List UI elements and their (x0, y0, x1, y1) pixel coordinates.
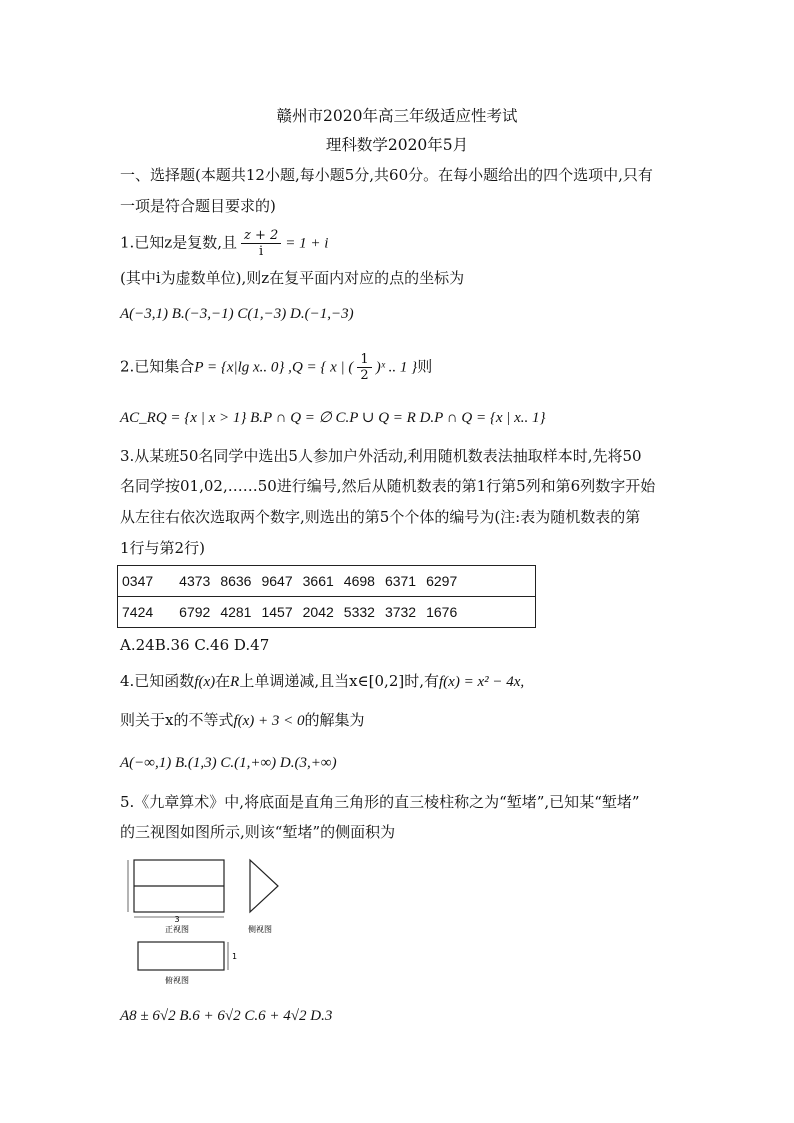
q4-line2-b: 的解集为 (304, 711, 365, 729)
table-value: 6792 (179, 604, 211, 620)
table-value: 9647 (261, 573, 293, 589)
table-row (118, 566, 536, 597)
q3-line4: 1行与第2行) (120, 539, 205, 557)
q2-set-p: P = {x|lg x.. 0} , (194, 359, 292, 376)
q1-stem (120, 228, 328, 259)
front-view-dim-3: 3 (174, 915, 180, 924)
q2-stem (120, 352, 432, 383)
table-cell-row2 (118, 597, 536, 628)
q1-frac-num: z + 2 (241, 228, 281, 244)
q2-frac-num: 1 (357, 352, 371, 368)
q5-line2: 的三视图如图所示,则该“堑堵”的侧面积为 (120, 823, 396, 841)
section-heading-line1: 一、选择题(本题共12小题,每小题5分,共60分。在每小题给出的四个选项中,只有 (120, 166, 653, 184)
q2-set-q-suffix: )ˣ .. 1 } (375, 359, 418, 376)
q4-r: R (230, 674, 240, 690)
q4-options: A(−∞,1) B.(1,3) C.(1,+∞) D.(3,+∞) (120, 755, 337, 771)
front-view (128, 860, 224, 934)
table-value: 6297 (426, 573, 458, 589)
q2-options: AC_RQ = {x | x > 1} B.P ∩ Q = ∅ C.P ∪ Q = R D.P ∩ Q = {x | x.. 1} (120, 410, 546, 426)
table-value: 3661 (302, 573, 334, 589)
table-value: 4373 (179, 573, 211, 589)
table-value: 3732 (384, 604, 417, 620)
top-view (138, 942, 237, 985)
q2-fraction (357, 352, 371, 383)
q4-line2 (120, 709, 365, 732)
q4-line1 (120, 670, 524, 693)
q2-then: 则 (417, 357, 433, 376)
table-value: 7424 (122, 604, 154, 620)
table-value: 2042 (302, 604, 334, 620)
q4-ineq: f(x) + 3 < 0 (233, 713, 305, 729)
q4-line1-a: 4.已知函数 (120, 672, 195, 690)
side-view (248, 860, 278, 934)
table-row (118, 597, 536, 628)
q3-options: A.24B.36 C.46 D.47 (120, 636, 270, 654)
q2-stem-prefix: 2.已知集合 (120, 357, 195, 376)
three-view-figure (122, 852, 302, 987)
q1-options: A(−3,1) B.(−3,−1) C(1,−3) D.(−1,−3) (120, 306, 354, 322)
exam-subtitle: 理科数学2020年5月 (325, 136, 469, 154)
q3-line2: 名同学按01,02,……50进行编号,然后从随机数表的第1行第5列和第6列数字开始 (120, 477, 656, 495)
table-value: 1676 (426, 604, 458, 620)
q5-line1: 5.《九章算术》中,将底面是直角三角形的直三棱柱称之为“堑堵”,已知某“堑堵” (120, 793, 640, 811)
table-value: 6371 (384, 573, 417, 589)
q4-line1-b: 在 (215, 672, 231, 690)
q1-frac-den: i (259, 244, 264, 259)
table-value: 0347 (122, 573, 154, 589)
q1-line2: (其中i为虚数单位),则z在复平面内对应的点的坐标为 (120, 269, 465, 287)
section-heading-line2: 一项是符合题目要求的) (120, 197, 276, 215)
top-view-dim-1: 1 (232, 952, 238, 961)
q4-line1-c: 上单调递减,且当x∈[0,2]时,有 (239, 672, 439, 690)
exam-title: 赣州市2020年高三年级适应性考试 (276, 107, 518, 125)
q4-fx: f(x) (194, 674, 216, 690)
table-value: 8636 (220, 573, 252, 589)
q1-stem-suffix: = 1 + i (285, 235, 329, 252)
side-view-triangle (250, 860, 278, 912)
q4-expr: f(x) = x² − 4x, (439, 674, 525, 690)
top-view-label: 俯视图 (165, 976, 189, 985)
table-value: 4281 (220, 604, 252, 620)
q1-stem-prefix: 1.已知z是复数,且 (120, 233, 237, 252)
top-view-rect (138, 942, 224, 970)
side-view-label: 侧视图 (248, 925, 272, 934)
table-value: 5332 (343, 604, 375, 620)
q4-line2-a: 则关于x的不等式 (120, 711, 234, 729)
random-number-table (117, 565, 536, 628)
table-cell-row1 (118, 566, 536, 597)
table-value: 1457 (261, 604, 293, 620)
q1-fraction (241, 228, 281, 259)
q2-set-q-prefix: Q = { x | ( (291, 359, 354, 376)
q3-line3: 从左往右依次选取两个数字,则选出的第5个个体的编号为(注:表为随机数表的第 (120, 508, 641, 526)
front-view-label: 正视图 (165, 925, 189, 934)
table-value: 4698 (343, 573, 375, 589)
q3-line1: 3.从某班50名同学中选出5人参加户外活动,利用随机数表法抽取样本时,先将50 (120, 447, 642, 465)
q2-frac-den: 2 (360, 368, 369, 383)
q5-options: A8 ± 6√2 B.6 + 6√2 C.6 + 4√2 D.3 (120, 1008, 333, 1024)
